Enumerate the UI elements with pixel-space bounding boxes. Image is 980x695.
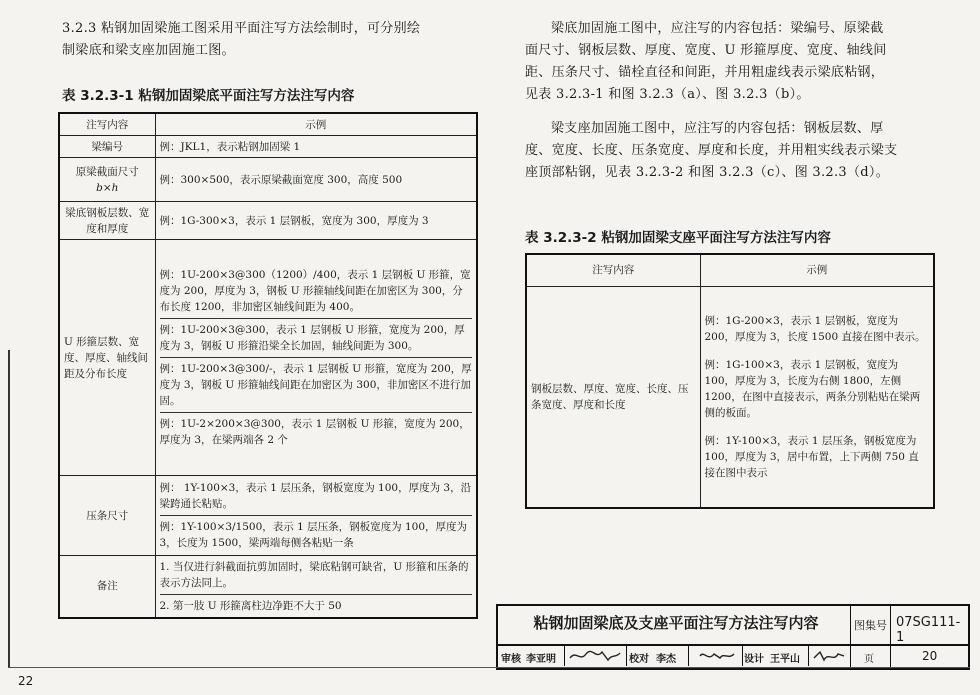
intro-line-1: 3.2.3 粘钢加固梁施工图采用平面注写方法绘制时，可分别绘 (62, 21, 421, 36)
row-examples (155, 556, 477, 618)
para1-line: 梁底加固施工图中，应注写的内容包括：梁编号、原梁截 (551, 21, 884, 36)
row-label (59, 158, 155, 202)
row-label-text: 原梁截面尺寸 (75, 165, 139, 178)
design-label: 设计 (744, 654, 764, 665)
row-examples (155, 476, 477, 556)
footer-rule (8, 667, 970, 668)
check-signature (698, 648, 738, 667)
review-signature (568, 648, 622, 667)
right-para-2 (525, 118, 945, 184)
design-name: 王平山 (770, 654, 800, 665)
table-2-header-item: 注写内容 (526, 254, 700, 286)
table-1-header-example: 示例 (155, 113, 477, 136)
row-example: 例：1G-300×3，表示 1 层钢板，宽度为 300，厚度为 3 (155, 202, 477, 240)
table-2 (525, 253, 935, 509)
sheet-page-number: 20 (922, 649, 938, 663)
row-example: 1. 当仅进行斜截面抗剪加固时，梁底粘钢可缺省，U 形箍和压条的表示方法同上。 (159, 560, 469, 589)
left-intro (62, 18, 482, 62)
row-example: 例：1G-200×3，表示 1 层钢板，宽度为 200，厚度为 3，长度 1500 直接在图中表示。 (704, 314, 926, 343)
row-example: 例：1G-100×3，表示 1 层钢板，宽度为 100，厚度为 3，长度为右侧 1800，左侧 1200，在图中直接表示，两条分别粘贴在梁两侧的板面。 (704, 358, 921, 419)
table-2-title: 表 3.2.3-2 粘钢加固梁支座平面注写方法注写内容 (525, 230, 831, 246)
table-1-header-item: 注写内容 (59, 113, 155, 136)
para1-line: 面尺寸、钢板层数、厚度、宽度、U 形箍厚度、宽度、轴线间 (525, 43, 887, 58)
atlas-number: 07SG111-1 (896, 615, 961, 645)
para2-line: 梁支座加固施工图中，应注写的内容包括：钢板层数、厚 (551, 121, 884, 136)
row-example: 例：300×500，表示原梁截面宽度 300，高度 500 (155, 158, 477, 202)
design-signature-scribble (812, 648, 848, 664)
row-example: 例：1U-2×200×3@300，表示 1 层钢板 U 形箍，宽度为 200，厚度为 3，在梁两端各 2 个 (160, 412, 473, 448)
check-name: 李杰 (656, 654, 676, 665)
page-label: 页 (864, 654, 874, 665)
row-examples (700, 286, 934, 508)
right-para-1 (525, 18, 945, 106)
check-signature-scribble (698, 648, 738, 664)
table-2-header-example: 示例 (700, 254, 934, 286)
check-label: 校对 (629, 654, 649, 665)
title-block (496, 604, 970, 670)
row-example: 2. 第一肢 U 形箍离柱边净距不大于 50 (160, 594, 473, 614)
table-1-title: 表 3.2.3-1 粘钢加固梁底平面注写方法注写内容 (62, 88, 355, 104)
para2-line: 座顶部粘钢，见表 3.2.3-2 和图 3.2.3（c）、图 3.2.3（d）。 (525, 165, 890, 180)
binding-line (8, 350, 10, 668)
row-example: 例： 1Y-100×3，表示 1 层压条，钢板宽度为 100，厚度为 3，沿梁跨通长粘贴。 (159, 482, 472, 510)
table-1 (58, 112, 478, 619)
row-example: 例：1U-200×3@300（1200）/400，表示 1 层钢板 U 形箍，宽度为 200，厚度为 3，钢板 U 形箍轴线间距在加密区为 300，分布长度 1200，非加密区轴线间距为 400。 (159, 269, 471, 313)
intro-line-2: 制梁底和梁支座加固施工图。 (62, 43, 235, 58)
row-example: 例：JKL1，表示粘钢加固梁 1 (155, 136, 477, 158)
review-label: 审核 (501, 654, 521, 665)
row-example: 例：1Y-100×3，表示 1 层压条，钢板宽度为 100，厚度为 3，居中布置，上下两侧 750 直接在图中表示 (704, 434, 919, 479)
row-label: 梁编号 (59, 136, 155, 158)
row-label: 压条尺寸 (59, 476, 155, 556)
row-examples (155, 240, 477, 476)
title-block-title: 粘钢加固梁底及支座平面注写方法注写内容 (533, 614, 819, 632)
row-label: U 形箍层数、宽度、厚度、轴线间距及分布长度 (59, 240, 155, 476)
atlas-label: 图集号 (854, 619, 887, 632)
row-label-symbol: b×h (96, 181, 119, 194)
para2-line: 度、宽度、长度、压条宽度、厚度和长度，并用粗实线表示梁支 (525, 143, 898, 158)
row-label: 梁底钢板层数、宽度和厚度 (59, 202, 155, 240)
review-name: 李亚明 (526, 654, 556, 665)
review-signature-scribble (568, 648, 622, 664)
para1-line: 见表 3.2.3-1 和图 3.2.3（a）、图 3.2.3（b）。 (525, 87, 810, 102)
para1-line: 距、压条尺寸、锚栓直径和间距，并用粗虚线表示梁底粘钢， (525, 65, 885, 80)
row-label: 备注 (59, 556, 155, 618)
design-signature (812, 648, 848, 667)
page-number: 22 (18, 674, 34, 688)
row-example: 例：1U-200×3@300/-，表示 1 层钢板 U 形箍，宽度为 200，厚度为 3，钢板 U 形箍轴线间距在加密区为 300，非加密区不进行加固。 (160, 357, 473, 409)
row-example: 例：1Y-100×3/1500，表示 1 层压条，钢板宽度为 100，厚度为 3，长度为 1500，梁两端每侧各粘贴一条 (160, 515, 473, 551)
row-label: 钢板层数、厚度、宽度、长度、压条宽度、厚度和长度 (526, 286, 700, 508)
row-example: 例：1U-200×3@300，表示 1 层钢板 U 形箍，宽度为 200，厚度为 3，钢板 U 形箍沿梁全长加固，轴线间距为 300。 (160, 318, 473, 354)
